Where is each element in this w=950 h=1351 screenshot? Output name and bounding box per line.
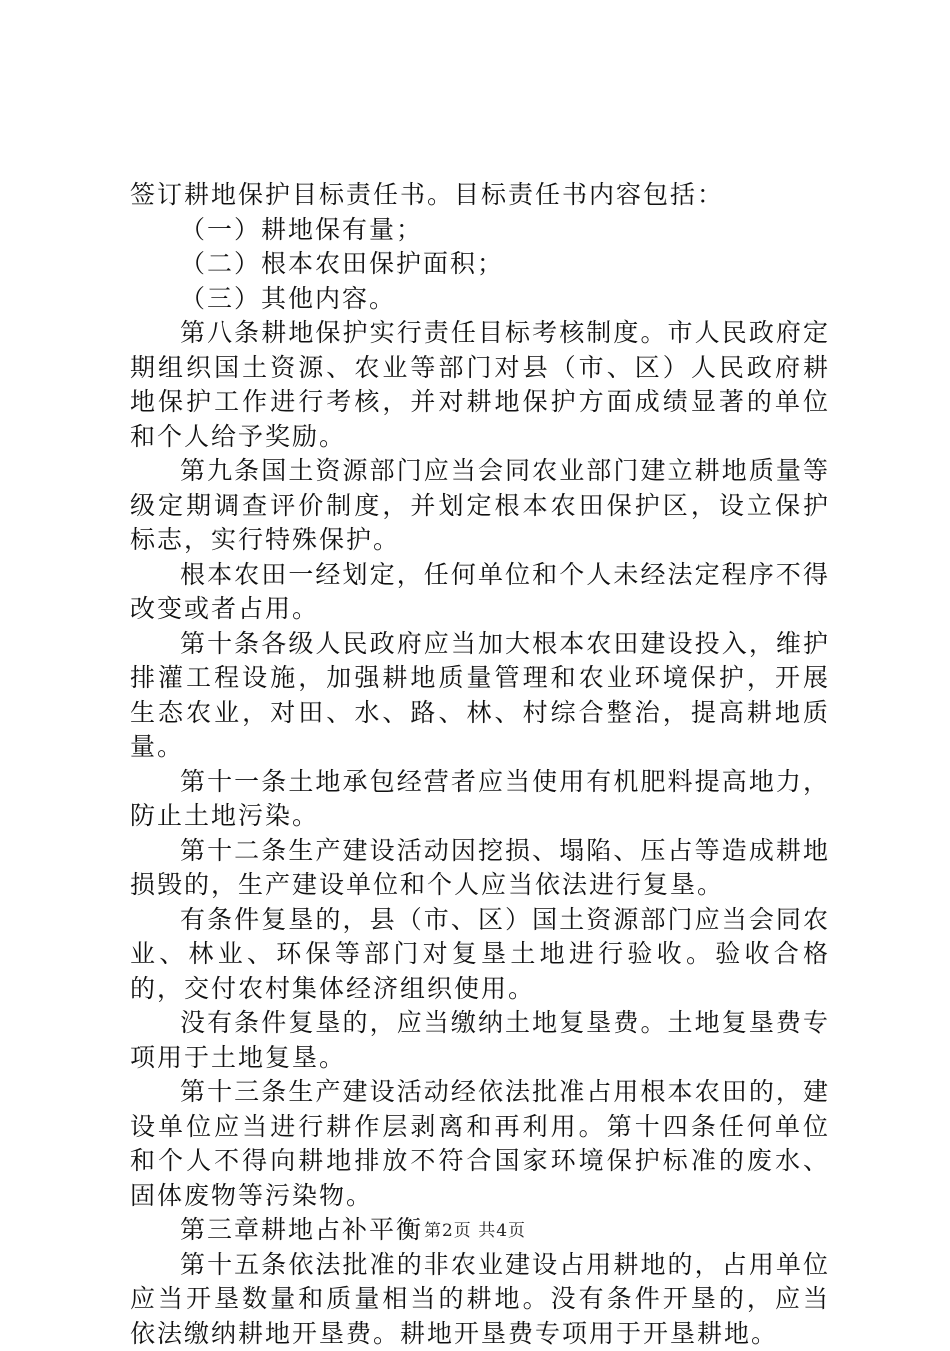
article-12-clause-3: 没有条件复垦的，应当缴纳土地复垦费。土地复垦费专项用于土地复垦。: [130, 1006, 830, 1075]
list-item-1: （一）耕地保有量；: [130, 213, 830, 248]
article-10: 第十条各级人民政府应当加大根本农田建设投入，维护排灌工程设施，加强耕地质量管理和农业环境保护，开展生态农业，对田、水、路、林、村综合整治，提高耕地质量。: [130, 627, 830, 765]
article-8: 第八条耕地保护实行责任目标考核制度。市人民政府定期组织国土资源、农业等部门对县（市、区）人民政府耕地保护工作进行考核，并对耕地保护方面成绩显著的单位和个人给予奖励。: [130, 316, 830, 454]
article-15: 第十五条依法批准的非农业建设占用耕地的，占用单位应当开垦数量和质量相当的耕地。没有条件开垦的，应当依法缴纳耕地开垦费。耕地开垦费专项用于开垦耕地。: [130, 1248, 830, 1351]
article-9: 第九条国土资源部门应当会同农业部门建立耕地质量等级定期调查评价制度，并划定根本农田保护区，设立保护标志，实行特殊保护。: [130, 454, 830, 558]
article-12: 第十二条生产建设活动因挖损、塌陷、压占等造成耕地损毁的，生产建设单位和个人应当依法进行复垦。: [130, 834, 830, 903]
article-9-clause-2: 根本农田一经划定，任何单位和个人未经法定程序不得改变或者占用。: [130, 558, 830, 627]
list-item-2: （二）根本农田保护面积；: [130, 247, 830, 282]
page-number-footer: 第2页 共4页: [0, 1216, 950, 1241]
list-item-3: （三）其他内容。: [130, 282, 830, 317]
paragraph-intro: 签订耕地保护目标责任书。目标责任书内容包括：: [130, 178, 830, 213]
chapter-3-heading: 第三章耕地占补平衡: [130, 1213, 830, 1248]
document-body: [130, 178, 830, 1351]
article-13-14: 第十三条生产建设活动经依法批准占用根本农田的，建设单位应当进行耕作层剥离和再利用。第十四条任何单位和个人不得向耕地排放不符合国家环境保护标准的废水、固体废物等污染物。: [130, 1075, 830, 1213]
article-12-clause-2: 有条件复垦的，县（市、区）国土资源部门应当会同农业、林业、环保等部门对复垦土地进行验收。验收合格的，交付农村集体经济组织使用。: [130, 903, 830, 1007]
article-11: 第十一条土地承包经营者应当使用有机肥料提高地力，防止土地污染。: [130, 765, 830, 834]
